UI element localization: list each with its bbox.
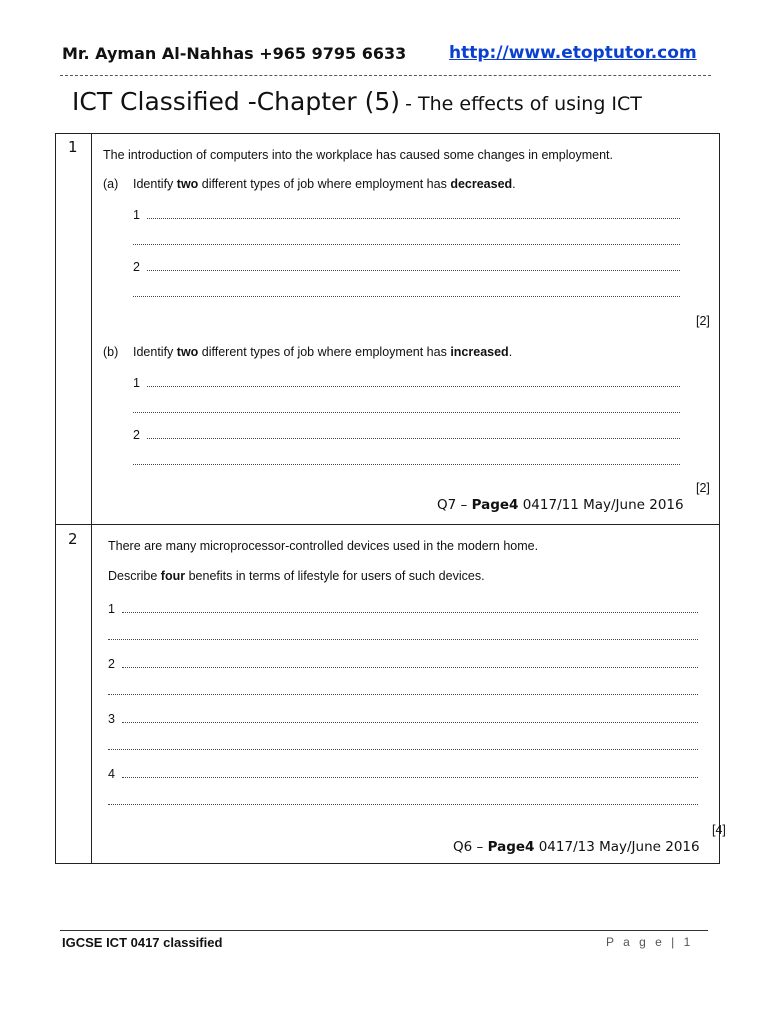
answer-line[interactable] bbox=[122, 712, 698, 723]
answer-line-number: 1 bbox=[133, 376, 140, 390]
question-2-intro: There are many microprocessor-controlled devices used in the modern home. bbox=[108, 539, 539, 553]
question-1a-label: (a) bbox=[103, 177, 119, 191]
answer-line[interactable] bbox=[108, 794, 698, 805]
answer-line-number: 1 bbox=[133, 208, 140, 222]
question-2-source-ref: Q6 – Page4 0417/13 May/June 2016 bbox=[453, 839, 700, 855]
answer-line[interactable] bbox=[122, 767, 698, 778]
answer-line-number: 3 bbox=[108, 712, 115, 726]
answer-line[interactable] bbox=[147, 376, 680, 387]
answer-line-number: 4 bbox=[108, 767, 115, 781]
answer-line-number: 2 bbox=[133, 428, 140, 442]
answer-line[interactable] bbox=[133, 402, 680, 413]
page-header bbox=[62, 44, 702, 68]
marks-badge: [2] bbox=[696, 314, 710, 328]
marks-badge: [2] bbox=[696, 481, 710, 495]
author-contact: Mr. Ayman Al-Nahhas +965 9795 6633 bbox=[62, 44, 407, 63]
question-1b-text: Identify two different types of job where employment has increased. bbox=[133, 345, 513, 359]
website-link[interactable]: http://www.etoptutor.com bbox=[449, 43, 697, 63]
answer-line-number: 2 bbox=[108, 657, 115, 671]
answer-line[interactable] bbox=[133, 286, 680, 297]
answer-line[interactable] bbox=[122, 657, 698, 668]
row-divider bbox=[56, 524, 719, 525]
answer-line-number: 1 bbox=[108, 602, 115, 616]
answer-line[interactable] bbox=[133, 234, 680, 245]
page-title bbox=[72, 87, 642, 116]
question-1b-label: (b) bbox=[103, 345, 119, 359]
answer-line[interactable] bbox=[147, 428, 680, 439]
answer-line[interactable] bbox=[122, 602, 698, 613]
answer-line[interactable] bbox=[133, 454, 680, 465]
answer-line[interactable] bbox=[108, 629, 698, 640]
question-1a-text: Identify two different types of job where employment has decreased. bbox=[133, 177, 516, 191]
question-1-source-ref: Q7 – Page4 0417/11 May/June 2016 bbox=[437, 497, 684, 513]
chapter-title: ICT Classified -Chapter (5) bbox=[72, 87, 401, 116]
question-1-number: 1 bbox=[68, 138, 78, 156]
answer-line[interactable] bbox=[108, 684, 698, 695]
question-2-instruction: Describe four benefits in terms of lifestyle for users of such devices. bbox=[108, 569, 485, 583]
chapter-subtitle: - The effects of using ICT bbox=[405, 93, 642, 115]
footer-course-label: IGCSE ICT 0417 classified bbox=[62, 935, 223, 950]
marks-badge: [4] bbox=[712, 823, 726, 837]
page-number: P a g e | 1 bbox=[606, 935, 694, 949]
question-2-number: 2 bbox=[68, 530, 78, 548]
footer-divider bbox=[60, 930, 708, 931]
answer-line[interactable] bbox=[147, 260, 680, 271]
number-column-divider bbox=[91, 134, 92, 863]
questions-table bbox=[55, 133, 726, 864]
question-1-intro: The introduction of computers into the workplace has caused some changes in employment. bbox=[103, 148, 613, 162]
header-divider bbox=[60, 75, 711, 76]
answer-line[interactable] bbox=[108, 739, 698, 750]
answer-line-number: 2 bbox=[133, 260, 140, 274]
answer-line[interactable] bbox=[147, 208, 680, 219]
